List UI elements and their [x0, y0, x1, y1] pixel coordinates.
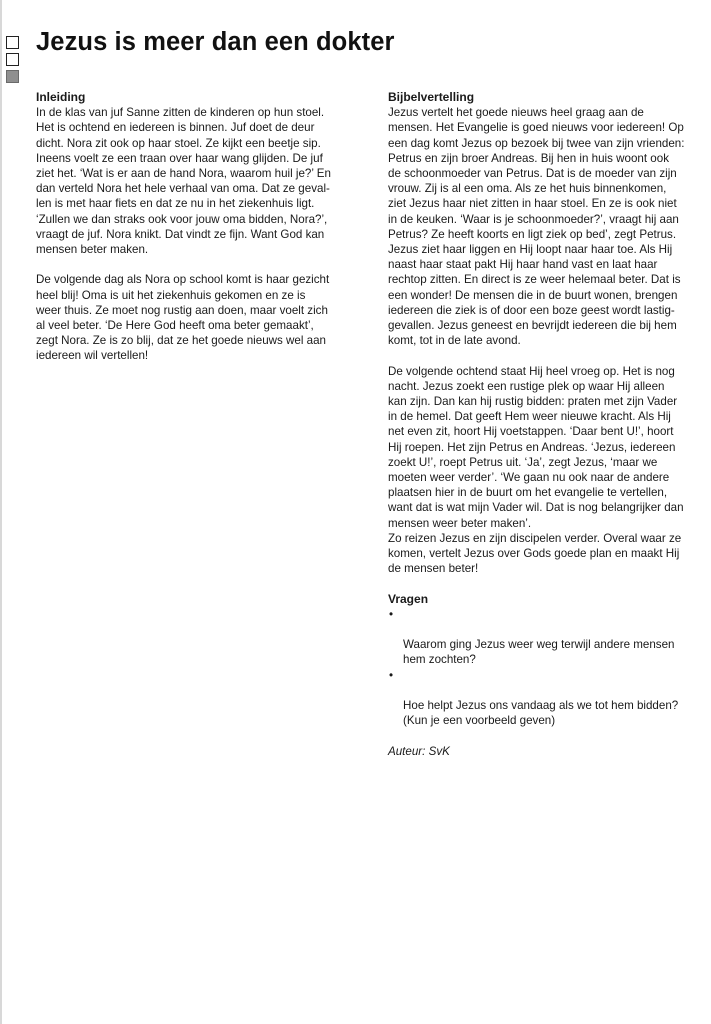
level-box-2 — [6, 53, 19, 66]
questions-list — [388, 607, 704, 729]
question-item — [388, 668, 704, 729]
bible-story-heading: Bijbelvertelling — [388, 90, 475, 104]
story-paragraph-2: De volgende ochtend staat Hij heel vroeg op. Het is nog nacht. Jezus zoekt een rustige plek op waar Hij alleen kan zijn. Dan kan hij rustig bidden: praten met zijn Vader in de hemel. Dat geeft Hem weer nieuwe kracht. Als Hij net even zit, hoort Hij voetstappen. ‘Daar bent U!’, hoort Hij roepen. Het zijn Petrus en Andreas. ‘Jezus, iedereen zoekt U!’, roept Petrus uit. ‘Ja’, zegt Jezus, ‘maar we moeten weer verder’. ‘We gaan nu ook naar de andere plaatsen hier in de buurt om het evangelie te vertellen, want dat is wat mijn Vader wil. Dat is nog belangrijker dan mensen weer beter maken’. — [388, 364, 684, 530]
question-item — [388, 607, 704, 668]
level-box-1 — [6, 36, 19, 49]
level-indicator — [6, 36, 19, 87]
story-paragraph-1: Jezus vertelt het goede nieuws heel graag aan de mensen. Het Evangelie is goed nieuws voor iedereen! Op een dag komt Jezus op bezoek bij twee van zijn vrienden: Petrus en zijn broer Andreas. Bij hen in huis woont ook de schoonmoeder van Petrus. Dat is de moeder van zijn vrouw. Zij is al een oma. Als ze het huis binnenkomen, ziet Jezus haar niet zitten in haar stoel. En ze is ook niet in de keuken. ‘Waar is je schoonmoeder?’, vraagt hij aan Petrus? Ze heeft koorts en ligt ziek op bed’, zegt Petrus. Jezus ziet haar liggen en Hij loopt naar haar toe. Als Hij naast haar staat pakt Hij haar hand vast en laat haar rechtop zitten. En direct is ze weer helemaal beter. Dat is een wonder! De mensen die in de buurt wonen, brengen iedereen die ziek is of door een boze geest wordt lastig- gevallen. Jezus geneest en bevrijdt iedereen die bij hem komt, tot in de late avond. — [388, 106, 685, 348]
question-text: Hoe helpt Jezus ons vandaag als we tot hem bidden? (Kun je een voorbeeld geven) — [403, 699, 679, 728]
questions-heading: Vragen — [388, 591, 429, 606]
right-column — [388, 90, 704, 774]
intro-paragraph-2: De volgende dag als Nora op school komt is haar gezicht heel blij! Oma is uit het ziekenhuis gekomen en ze is weer thuis. Ze moet nog rustig aan doen, maar voelt zich al veel beter. ‘De Here God heeft oma beter gemaakt’, zegt Nora. Ze is zo blij, dat ze het goede nieuws wel aan iedereen wil vertellen! — [36, 273, 330, 363]
bullet-icon: • — [389, 668, 394, 682]
story-paragraph-3: Zo reizen Jezus en zijn discipelen verder. Overal waar ze komen, vertelt Jezus over Gods goede plan en maakt Hij de mensen beter! — [388, 531, 682, 576]
author-credit: Auteur: SvK — [388, 744, 450, 758]
bullet-icon: • — [389, 607, 394, 621]
intro-heading: Inleiding — [36, 90, 86, 104]
page-title: Jezus is meer dan een dokter — [36, 28, 395, 56]
left-column — [36, 90, 350, 379]
intro-paragraph-1: In de klas van juf Sanne zitten de kinderen op hun stoel. Het is ochtend en iedereen is binnen. Juf doet de deur dicht. Nora zit ook op haar stoel. Ze kijkt een beetje sip. Ineens voelt ze een traan over haar wang glijden. De juf ziet het. ‘Wat is er aan de hand Nora, waarom huil je?’ En dan verteld Nora het hele verhaal van oma. Dat ze geval- len is met haar fiets en dat ze nu in het ziekenhuis ligt. ‘Zullen we dan straks ook voor jouw oma bidden, Nora?’, vraagt de juf. Nora knikt. Dat vindt ze fijn. Want God kan mensen beter maken. — [36, 106, 331, 257]
page-margin-rule — [0, 0, 2, 1024]
level-box-3 — [6, 70, 19, 83]
question-text: Waarom ging Jezus weer weg terwijl andere mensen hem zochten? — [403, 638, 675, 667]
